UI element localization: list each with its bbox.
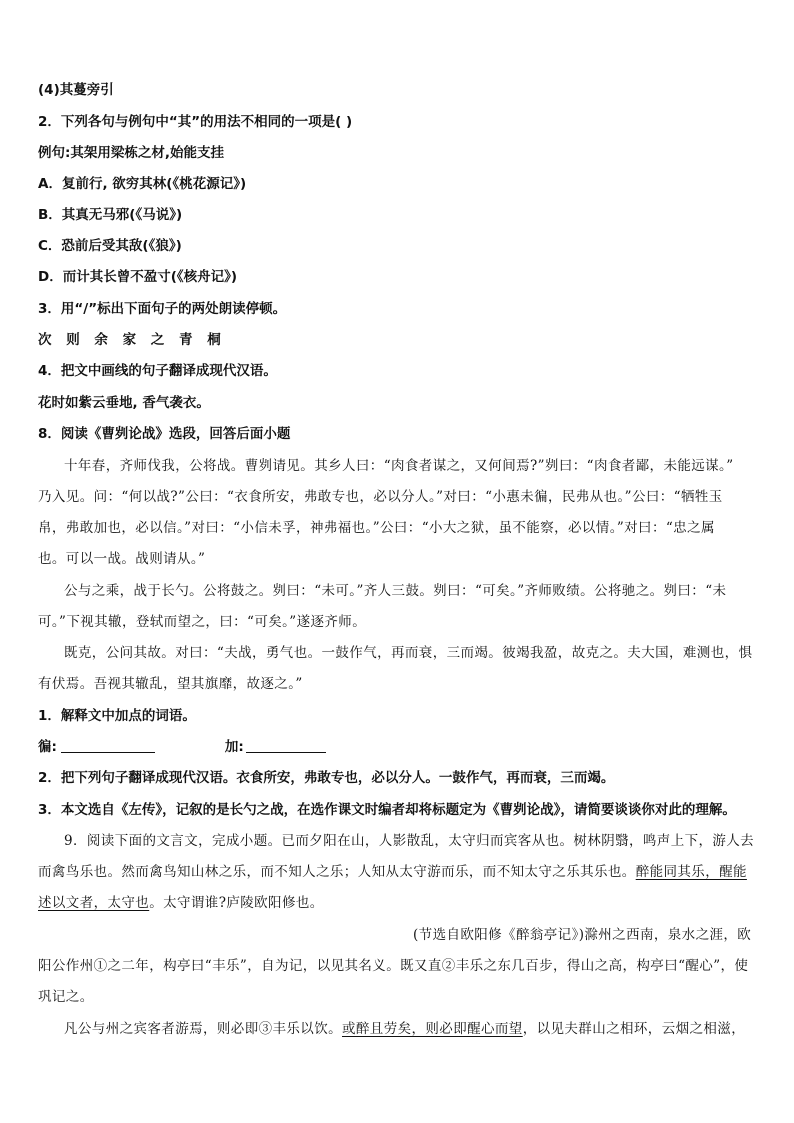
translation-sentence: 花时如紫云垂地, 香气袭衣。 [38, 395, 210, 411]
passage-line: 阳公作州①之二年，构亭曰“丰乐”，自为记，以见其名义。既又直②丰乐之东几百步，得山之高，构亭曰“醒心”，使 [38, 958, 749, 974]
underlined-sentence: 述以文者，太守也 [38, 895, 150, 911]
source-line: (节选自欧阳修《醉翁亭记》)滁州之西南，泉水之涯，欧 [413, 927, 752, 943]
question-4: 4．把文中画线的句子翻译成现代汉语。 [38, 363, 277, 379]
passage-line: 公与之乘，战于长勺。公将鼓之。刿曰：“未可。”齐人三鼓。刿曰：“可矣。”齐师败绩。公将驰之。刿曰：“未 [64, 583, 727, 599]
vocab-blanks [38, 737, 326, 757]
option-d: D．而计其长曾不盈寸(《核舟记》) [38, 269, 238, 285]
passage-line: 也。可以一战。战则请从。” [38, 551, 206, 567]
passage-line: 可。”下视其辙，登轼而望之，曰：“可矣。”遂逐齐师。 [38, 614, 367, 630]
passage-line: 既克，公问其故。对曰：“夫战，勇气也。一鼓作气，再而衰，三而竭。彼竭我盈，故克之。夫大国，难测也，惧 [64, 645, 753, 661]
passage-line: 乃入见。问：“何以战?”公曰：“衣食所安，弗敢专也，必以分人。”对曰：“小惠未徧，民弗从也。”公曰：“牺牲玉 [38, 489, 723, 505]
blank-label-jia: 加: [224, 739, 244, 755]
passage-line: 有伏焉。吾视其辙乱，望其旗靡，故逐之。” [38, 676, 303, 692]
answer-blank-bian[interactable] [61, 738, 155, 753]
passage-line: 凡公与州之宾客者游焉，则必即③丰乐以饮。或醉且劳矣，则必即醒心而望，以见夫群山之相环，云烟之相滋， [64, 1021, 746, 1037]
passage-line: 帛，弗敢加也，必以信。”对曰：“小信未孚，神弗福也。”公曰：“小大之狱，虽不能察，必以情。”对曰：“忠之属 [38, 520, 715, 536]
option-b: B．其真无马邪(《马说》) [38, 207, 183, 223]
sub-question-2: 2．把下列句子翻译成现代汉语。衣食所安，弗敢专也，必以分人。一鼓作气，再而衰，三而竭。 [38, 770, 615, 786]
item-4-line: (4)其蔓旁引 [38, 82, 114, 98]
blank-label-bian: 徧: [38, 739, 57, 755]
passage-line: 十年春，齐师伐我，公将战。曹刿请见。其乡人曰：“肉食者谋之，又何间焉?”刿曰：“肉食者鄙，未能远谋。” [64, 458, 734, 474]
sub-question-3: 3．本文选自《左传》，记叙的是长勺之战，在选作课文时编者却将标题定为《曹刿论战》，请简要谈谈你对此的理解。 [38, 802, 736, 818]
pause-sentence: 次 则 余 家 之 青 桐 [38, 332, 226, 348]
underlined-sentence: 或醉且劳矣，则必即醒心而望 [342, 1021, 523, 1037]
option-c: C．恐前后受其敌(《狼》) [38, 238, 182, 254]
option-a: A．复前行, 欲穷其林(《桃花源记》) [38, 176, 247, 192]
question-3: 3．用“/”标出下面句子的两处朗读停顿。 [38, 301, 287, 317]
section-9-line: 述以文者，太守也。太守谓谁?庐陵欧阳修也。 [38, 895, 324, 911]
section-9-line: 而禽鸟乐也。然而禽鸟知山林之乐，而不知人之乐；人知从太守游而乐，而不知太守之乐其乐也。醉能同其乐，醒能 [38, 864, 747, 880]
answer-blank-jia[interactable] [246, 738, 326, 753]
section-8-heading: 8．阅读《曹刿论战》选段，回答后面小题 [38, 426, 291, 442]
sub-question-1: 1．解释文中加点的词语。 [38, 708, 196, 724]
section-9-line: 9．阅读下面的文言文，完成小题。已而夕阳在山，人影散乱，太守归而宾客从也。树林阴翳，鸣声上下，游人去 [64, 833, 755, 849]
passage-line: 巩记之。 [38, 989, 94, 1005]
question-2: 2．下列各句与例句中“其”的用法不相同的一项是( ) [38, 114, 353, 130]
underlined-sentence: 醉能同其乐，醒能 [635, 864, 747, 880]
example-sentence: 例句:其架用梁栋之材,始能支挂 [38, 145, 225, 161]
